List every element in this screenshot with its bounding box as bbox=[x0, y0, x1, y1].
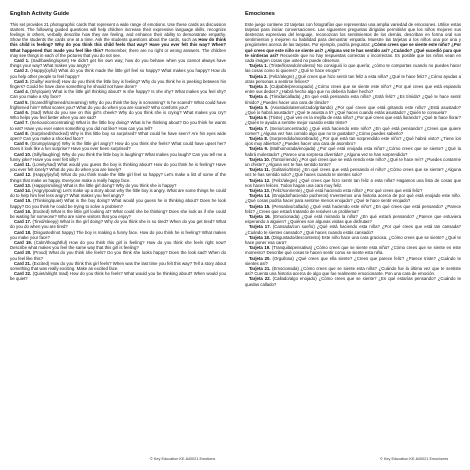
spanish-card-text: (Tranquila/pensativa) ¿Cómo crees que se siente esta niña? ¿Cómo crees que se siente en este momento? Describe qué cosas te hacen sentir como se siente esta niña. bbox=[245, 245, 461, 256]
english-footer: © Key Education KE-840021 Emotions bbox=[150, 457, 216, 461]
spanish-card-5 bbox=[245, 105, 461, 115]
spanish-footer: © Key Education KE-840021 Emociones bbox=[380, 457, 449, 461]
english-card-label: Card 19. bbox=[14, 240, 32, 246]
english-card-20 bbox=[10, 250, 226, 260]
spanish-card-label: Tarjeta 16. bbox=[249, 214, 271, 220]
english-card-text: (Proud) What do you think she feels? Do you think she looks happy? Does the look sad? When do you feel like this? bbox=[10, 250, 226, 261]
spanish-card-label: Tarjeta 5. bbox=[249, 104, 269, 110]
spanish-card-20 bbox=[245, 256, 461, 266]
spanish-card-label: Tarjeta 12. bbox=[249, 177, 271, 183]
spanish-intro-note: Recuerde que no hay respuestas correctas o incorrectas. Es posible que los niños vean en cada imagen cosas que usted no puede observar. bbox=[245, 52, 461, 63]
spanish-intro-questions: ¿Cómo crees que se siente este niño? ¿Por qué crees que este niño se siente así? ¿Alguna vez te has sentido así? ¿Cuándo? ¿Qué sucedió para que te sintieras así? bbox=[245, 42, 461, 58]
english-card-label: Card 18. bbox=[14, 229, 32, 235]
spanish-card-label: Tarjeta 11. bbox=[249, 167, 270, 173]
english-card-15 bbox=[10, 198, 226, 208]
english-intro bbox=[10, 22, 226, 58]
english-card-text: (Silly/laughing) Why do you think the little boy is laughing? What makes you laugh? Can you tell me a funny joke? Have you ever felt silly? bbox=[10, 151, 226, 162]
english-heading: English Activity Guide bbox=[10, 11, 70, 17]
english-card-label: Card 4. bbox=[14, 89, 29, 95]
english-card-text: (Happy/joyful) What do you think made the little girl feel so happy? Let's make a list of some of the things that make us happy. Everyone make a really happy face. bbox=[10, 172, 226, 183]
spanish-card-7 bbox=[245, 126, 461, 136]
english-card-text: (Shy/quiet) What is the little girl thinking about? Is she happy? Is she shy? What makes you feel shy? Can you make a shy face? bbox=[10, 89, 226, 100]
spanish-card-label: Tarjeta 9. bbox=[249, 146, 269, 152]
spanish-card-label: Tarjeta 3. bbox=[249, 83, 269, 89]
spanish-card-10 bbox=[245, 157, 461, 167]
english-card-label: Card 13. bbox=[14, 182, 31, 188]
spanish-card-19 bbox=[245, 245, 461, 255]
english-column bbox=[10, 11, 226, 463]
english-card-label: Card 5. bbox=[14, 99, 29, 105]
english-card-11 bbox=[10, 162, 226, 172]
spanish-card-text: (Triste/llorando/molesto) No consiguió lo que quería; ¿cómo te comportas cuando no puedes hacer las cosas como tú quieres? ¿Qué te hace enojar? bbox=[245, 63, 461, 74]
english-card-label: Card 2. bbox=[14, 68, 29, 74]
english-card-text: (Angry/pouting) Let's make up a story about why the little boy is angry. What are some things he could do to help him feel less angry? What makes you feel angry? bbox=[10, 188, 226, 199]
spanish-card-text: (Enojado/haciendo pucheros) Inventemos una historia acerca de por qué está enojado este niño. ¿Qué cosas podría hacer para sentirse menos enojado? ¿Qué te hace sentir enojado? bbox=[245, 193, 461, 204]
english-card-text: (Sad) What do you see on this girl's cheek? Why do you think she is crying? What makes you cry? Who helps you feel better when you are sad? bbox=[10, 109, 226, 121]
spanish-card-text: (Serio/concentrado) ¿Qué está haciendo este niño? ¿En qué está pensando? ¿Crees que quiere comer? ¿Alguna vez has comido algo que no te gustaba? ¿Cómo puedes saberlo? bbox=[245, 125, 461, 136]
spanish-card-8 bbox=[245, 136, 461, 146]
english-intro-text: This set provides 21 photographic cards that represent a wide range of emotions. Use these cards as discussion starters. The following guided questions will help children increase their expressive language skills, recognize feelings in others, verbally describe how they are feeling, and enhance their ability to demonstrate empathy. Show the students the cards one at a time. Ask the students questions about the cards, such as bbox=[10, 21, 226, 43]
english-card-label: Card 3. bbox=[14, 78, 29, 84]
english-card-text: (Guilty/ worried) How do you think the little boy is feeling? Why do you think he is peeking between his fingers? Could he have done something he should not have done? bbox=[10, 78, 226, 89]
english-card-22 bbox=[10, 271, 226, 281]
spanish-card-6 bbox=[245, 115, 461, 125]
english-card-16 bbox=[10, 209, 226, 219]
english-card-text: (Serious/concentrating) What is the little boy doing? What is he thinking about? Do you think he wants to eat? Have you ever eaten something you did not like? How can you tell? bbox=[10, 120, 226, 131]
english-card-label: Card 6. bbox=[14, 109, 30, 115]
spanish-card-12 bbox=[245, 178, 461, 188]
english-card-label: Card 15. bbox=[14, 198, 32, 204]
spanish-card-1 bbox=[245, 63, 461, 73]
english-card-label: Card 16. bbox=[14, 208, 32, 214]
spanish-card-label: Tarjeta 20. bbox=[249, 255, 271, 261]
english-card-label: Card 9. bbox=[14, 141, 29, 147]
english-card-text: (Happy/joyful) What do you think made the little girl feel so happy? What makes you happy? How do you help other people to feel happy? bbox=[10, 68, 226, 79]
spanish-card-9 bbox=[245, 146, 461, 156]
english-card-list bbox=[10, 58, 226, 282]
spanish-card-14 bbox=[245, 193, 461, 203]
spanish-card-label: Tarjeta 22. bbox=[249, 276, 271, 282]
spanish-card-text: (Cansada/con sueño) ¿Qué está haciendo esta niña? ¿Por qué crees que está tan cansada? ¿Cuándo te sientes cansado? ¿Qué haces cuando estás cansado? bbox=[245, 224, 461, 235]
spanish-card-text: (Malhumorada/enojada) ¿Por qué está enojada esta niña? ¿Cómo crees que se siente? ¿Qué la habrá molestado? ¿Parece una sorpresa divertida? ¿Alguna vez te han sorprendido? bbox=[245, 146, 461, 157]
spanish-card-label: Tarjeta 6. bbox=[249, 115, 268, 121]
english-card-text: (Disgusted/not happy) The boy is making a funny face. How do you think he is feeling? What makes you make your face? bbox=[10, 229, 226, 240]
english-card-17 bbox=[10, 219, 226, 229]
spanish-card-11 bbox=[245, 167, 461, 177]
spanish-card-18 bbox=[245, 235, 461, 245]
spanish-card-text: (Feliz/alegre) ¿Qué crees que hizo sentir tan feliz a esta niña? Hagamos una lista de cosas que nos hacen felices. Todos hagan una cara muy feliz. bbox=[245, 177, 461, 188]
spanish-card-text: (Sorprendido/asombrado) ¿Por qué está tan sorprendido este niño? ¿Qué habrá visto? ¿Tiene los ojos muy abiertos? ¿Puedes hacer una cara de asombro? bbox=[245, 135, 461, 147]
spanish-card-text: (Tonto/riendo) ¿Por qué crees que se está riendo este niño? ¿Qué te hace reír? ¿Puedes contarme un chiste? ¿Alguna vez te has sentido tonto? bbox=[245, 156, 461, 167]
spanish-card-text: (Asustado/atemorizado/gritando) ¿Por qué crees que está gritando este niño? ¿Está asustado? ¿Qué lo habrá asustado? ¿Qué te asusta a ti? ¿Qué haces cuando estás asustado? ¿Quién te consuela? bbox=[245, 104, 461, 115]
english-card-12 bbox=[10, 172, 226, 182]
english-card-text: (Surprised/shocked) Why is this little boy so surprised? What could he have seen? Are his eyes wide open? Can you make a shocked face? bbox=[10, 130, 226, 141]
english-card-10 bbox=[10, 152, 226, 162]
spanish-column bbox=[245, 11, 461, 463]
spanish-card-label: Tarjeta 15. bbox=[249, 203, 271, 209]
english-card-7 bbox=[10, 120, 226, 130]
english-card-text: (Thinking/quiet) What is the boy doing? What would you guess he is thinking about? Does he look happy? Do you think he could be trying to solve a problem? bbox=[10, 198, 226, 209]
english-card-1 bbox=[10, 58, 226, 68]
spanish-card-text: (Tímida/callada) ¿En qué está pensando esta niña? ¿Está feliz? ¿Es tímida? ¿Qué te hace sentir tímido? ¿Puedes hacer una cara de tímido? bbox=[245, 94, 461, 105]
english-card-text: (Calm/thoughtful) How do you think this girl is feeling? How do you think she feels right now? Describe what makes you feel the same way that this girl is feeling? bbox=[10, 240, 226, 251]
spanish-card-text: (Culpable/preocupado) ¿Cómo crees que se siente este niño? ¿Por qué crees que está espiando entre sus dedos? ¿Habrá hecho algo que no debería haber hecho? bbox=[245, 83, 461, 95]
english-card-21 bbox=[10, 261, 226, 271]
spanish-card-15 bbox=[245, 204, 461, 214]
english-card-label: Card 21. bbox=[14, 260, 32, 266]
spanish-card-text: (Orgullosa) ¿Qué crees que ella siente? ¿Crees que parece feliz? ¿Parece triste? ¿Cuándo te sientes así? bbox=[245, 255, 461, 266]
english-card-text: (Tired/sleepy) What is the girl doing? Why do you think she is so tired? When do you get tired? What do you do when you are tired? bbox=[10, 219, 226, 230]
english-card-label: Card 10. bbox=[14, 151, 32, 157]
english-card-5 bbox=[10, 100, 226, 110]
spanish-card-17 bbox=[245, 224, 461, 234]
spanish-card-label: Tarjeta 4. bbox=[249, 94, 268, 100]
spanish-card-text: (Emocionada) ¿Cómo crees que se siente esta niña? ¿Cuándo fue la última vez que te sentiste así? Cuenta una historia acerca de algo que fue realmente emocionante. Pon una cara de emoción. bbox=[245, 266, 461, 277]
spanish-card-22 bbox=[245, 276, 461, 286]
spanish-card-2 bbox=[245, 74, 461, 84]
english-card-text: (Grumpy/angry) Why is the little girl angry? How do you think she feels? What could have upset her? Does it look like a fun surprise? Have you ever been surprised? bbox=[10, 141, 226, 152]
english-card-label: Card 11. bbox=[14, 161, 31, 167]
english-card-14 bbox=[10, 188, 226, 198]
english-card-text: (Happy/smiling) What is the little girl doing? Why do you think she is happy? bbox=[32, 182, 177, 188]
english-card-text: (Scared/frightened/screaming) Why do you think the boy is screaming? Is he scared? What could have frightened him? What scares you? What do you do when you are scared? Who comforts you? bbox=[10, 99, 226, 110]
english-card-label: Card 12. bbox=[14, 172, 32, 178]
english-card-9 bbox=[10, 141, 226, 151]
english-card-label: Card 20. bbox=[14, 250, 32, 256]
english-card-label: Card 17. bbox=[14, 219, 32, 225]
english-card-label: Card 14. bbox=[14, 188, 31, 193]
spanish-card-4 bbox=[245, 94, 461, 104]
english-card-2 bbox=[10, 68, 226, 78]
spanish-card-text: (Disgustado/descontento) Este niño hace una cara graciosa. ¿Cómo crees que se siente? ¿Qué te hace poner esa cara? bbox=[245, 234, 461, 246]
english-card-18 bbox=[10, 230, 226, 240]
english-intro-questions: How do think this child is feeling? Why do you think this child feels that way? Have you ever felt this way? When? What happened that made you feel like this? bbox=[10, 37, 226, 53]
english-card-label: Card 7. bbox=[14, 120, 29, 126]
spanish-card-text: (Triste) ¿Qué ves en la mejilla de esta niña? ¿Por qué crees que está llorando? ¿Qué te hace llorar? ¿Quién te ayuda a sentirte mejor cuando estás triste? bbox=[245, 115, 461, 126]
spanish-card-text: (Emocionada) ¿Qué está mirando la niña? ¿En qué estará pensando? ¿Parece que estuviera esperando a alguien? ¿Quiénes son algunas visitas que disfrutas? bbox=[245, 214, 461, 225]
spanish-card-text: (Pensativo/callado) ¿Qué está haciendo este niño? ¿En qué crees que está pensando? ¿Parece feliz? ¿Crees que estará tratando de resolver un problema? bbox=[245, 203, 461, 214]
spanish-card-label: Tarjeta 19. bbox=[249, 245, 271, 251]
english-card-6 bbox=[10, 110, 226, 120]
spanish-card-label: Tarjeta 13. bbox=[249, 188, 270, 193]
english-card-label: Card 22. bbox=[14, 271, 32, 277]
spanish-intro bbox=[245, 22, 461, 64]
spanish-card-16 bbox=[245, 214, 461, 224]
english-intro-note: Remember, there are no right or wrong answers. The children may see things in each of the pictures that you do not see. bbox=[10, 47, 226, 58]
english-card-8 bbox=[10, 131, 226, 141]
spanish-card-label: Tarjeta 1. bbox=[249, 63, 268, 69]
english-card-3 bbox=[10, 79, 226, 89]
spanish-card-text: (Callado/algo enojado) ¿Cómo crees que se siente? ¿En qué estarías pensando? ¿Cuándo te quedas callado? bbox=[245, 276, 461, 287]
spanish-card-label: Tarjeta 18. bbox=[249, 234, 271, 240]
spanish-card-label: Tarjeta 8. bbox=[249, 135, 268, 141]
english-card-label: Card 1. bbox=[14, 57, 30, 63]
spanish-card-label: Tarjeta 10. bbox=[249, 156, 270, 162]
english-card-text: (Sad/bawling/upset) He didn't get his own way; how do you behave when you cannot always have things your way? What makes you angry? bbox=[10, 57, 226, 69]
spanish-card-21 bbox=[245, 266, 461, 276]
spanish-card-label: Tarjeta 17. bbox=[249, 224, 271, 230]
spanish-card-text: (Feliz/alegre) ¿Qué crees que hizo sentir tan feliz a esta niña? ¿Qué te hace feliz? ¿Cómo ayudas a otras personas a sentirse felices? bbox=[245, 73, 461, 84]
spanish-intro-text: Este juego contiene 22 tarjetas con fotografías que representan una amplia variedad de emociones. Utilice estas tarjetas para iniciar conversaciones. Las siguientes preguntas dirigidas permitirán que los niños mejoren sus destrezas expresivas del lenguaje, reconozcan los sentimientos de los demás, describan en forma oral sus sentimientos y mejoren su habilidad para demostrar empatía. Muestre las tarjetas a los niños una por una y pregúnteles acerca de las tarjetas. Por ejemplo, podría preguntar: bbox=[245, 21, 461, 48]
english-card-4 bbox=[10, 89, 226, 99]
english-card-19 bbox=[10, 240, 226, 250]
spanish-card-label: Tarjeta 21. bbox=[249, 266, 271, 272]
spanish-card-text: (Feliz/sonriente) ¿Qué está haciendo esta niña? ¿Por qué crees que está feliz? bbox=[271, 188, 423, 193]
spanish-card-label: Tarjeta 14. bbox=[249, 193, 271, 199]
spanish-card-3 bbox=[245, 84, 461, 94]
english-card-text: (Quiet/alright mad) How do you think he feels? What would you be thinking about? When would you be quiet? bbox=[10, 271, 226, 282]
english-card-text: (Excited) How do you think this girl feels? When was the last time you felt this way? Tell a story about something that was really exciting. Make an excited face. bbox=[10, 260, 226, 272]
spanish-card-label: Tarjeta 2. bbox=[249, 73, 268, 79]
spanish-card-list bbox=[245, 63, 461, 287]
spanish-card-text: (Solitario/triste) ¿En qué crees que está pensando el niño? ¿Cómo crees que se siente? ¿Alguna vez te has sentido solo? ¿Qué haces cuando te sientes solo? bbox=[245, 167, 461, 178]
spanish-heading: Emociones bbox=[245, 11, 275, 17]
english-card-text: (Excited) What is the little girl looking at? What could she be thinking? Does she look as if she could be waiting for someone? Who are some visitors that you enjoy? bbox=[10, 208, 226, 220]
english-card-label: Card 8. bbox=[14, 130, 29, 136]
english-card-text: (Lonely/sad) What would you guess the boy is thinking about? How do you think he is feeling? Have you ever felt lonely? What do you do when you are lonely? bbox=[10, 161, 226, 173]
spanish-card-label: Tarjeta 7. bbox=[249, 125, 269, 131]
